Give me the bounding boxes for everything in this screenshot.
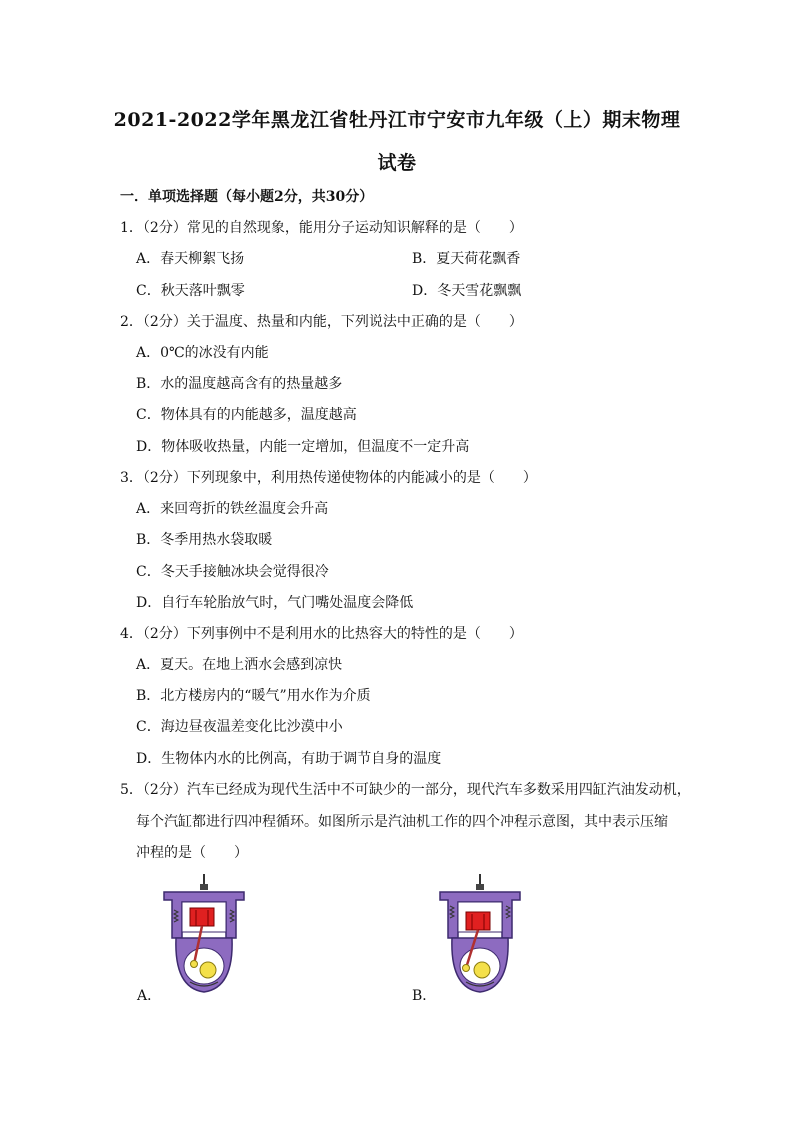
- question-2-option-c: C．物体具有的内能越多，温度越高: [136, 407, 357, 423]
- question-5-stem-line3: 冲程的是（ ）: [136, 845, 248, 861]
- engine-a-drawing: [164, 874, 244, 992]
- question-1-stem: 1．（2分）常见的自然现象，能用分子运动知识解释的是（ ）: [120, 220, 523, 236]
- question-1-option-b: B．夏天荷花飘香: [412, 251, 521, 267]
- crank-pin-b: [463, 965, 470, 972]
- question-4-stem: 4．（2分）下列事例中不是利用水的比热容大的特性的是（ ）: [120, 626, 523, 642]
- question-4-option-b: B．北方楼房内的“暖气”用水作为介质: [136, 688, 371, 704]
- question-5-stem-line1: 5．（2分）汽车已经成为现代生活中不可缺少的一部分，现代汽车多数采用四缸汽油发动机，: [120, 782, 691, 798]
- question-2-stem: 2．（2分）关于温度、热量和内能，下列说法中正确的是（ ）: [120, 314, 523, 330]
- exam-title-line2: 试卷: [377, 152, 417, 174]
- question-2-option-b: B．水的温度越高含有的热量越多: [136, 376, 343, 392]
- question-4-option-d: D．生物体内水的比例高，有助于调节自身的温度: [136, 751, 442, 767]
- question-3-stem: 3．（2分）下列现象中，利用热传递使物体的内能减小的是（ ）: [120, 470, 537, 486]
- spark-plug-cap-a: [200, 884, 208, 890]
- question-5-option-a-label: A．: [137, 988, 162, 1004]
- question-3-option-d: D．自行车轮胎放气时，气门嘴处温度会降低: [136, 595, 414, 611]
- question-4-option-c: C．海边昼夜温差变化比沙漠中小: [136, 719, 343, 735]
- crank-wheel-a: [200, 962, 216, 978]
- question-1-option-a: A．春天柳絮飞扬: [136, 251, 245, 267]
- question-3-option-a: A．来回弯折的铁丝温度会升高: [136, 501, 329, 517]
- question-3-option-b: B．冬季用热水袋取暖: [136, 532, 273, 548]
- engine-diagram-a: [160, 872, 256, 1002]
- question-1-option-d: D．冬天雪花飘飘: [412, 283, 522, 299]
- crank-pin-a: [191, 961, 198, 968]
- question-2-option-a: A．0℃的冰没有内能: [136, 345, 269, 361]
- question-2-option-d: D．物体吸收热量，内能一定增加，但温度不一定升高: [136, 439, 470, 455]
- exam-title-line1: 2021-2022学年黑龙江省牡丹江市宁安市九年级（上）期末物理: [113, 109, 681, 131]
- piston-b: [466, 912, 490, 930]
- crank-wheel-b: [474, 962, 490, 978]
- question-5-option-b-label: B．: [412, 988, 437, 1004]
- engine-b-drawing: [440, 874, 520, 992]
- question-1-option-c: C．秋天落叶飘零: [136, 283, 245, 299]
- question-3-option-c: C．冬天手接触冰块会觉得很冷: [136, 564, 329, 580]
- question-5-stem-line2: 每个汽缸都进行四冲程循环。如图所示是汽油机工作的四个冲程示意图，其中表示压缩: [136, 814, 668, 830]
- engine-diagram-b: [436, 872, 532, 1002]
- section-heading: 一．单项选择题（每小题2分，共30分）: [120, 189, 374, 205]
- question-4-option-a: A．夏天。在地上洒水会感到凉快: [136, 657, 343, 673]
- piston-a: [190, 908, 214, 926]
- spark-plug-cap-b: [476, 884, 484, 890]
